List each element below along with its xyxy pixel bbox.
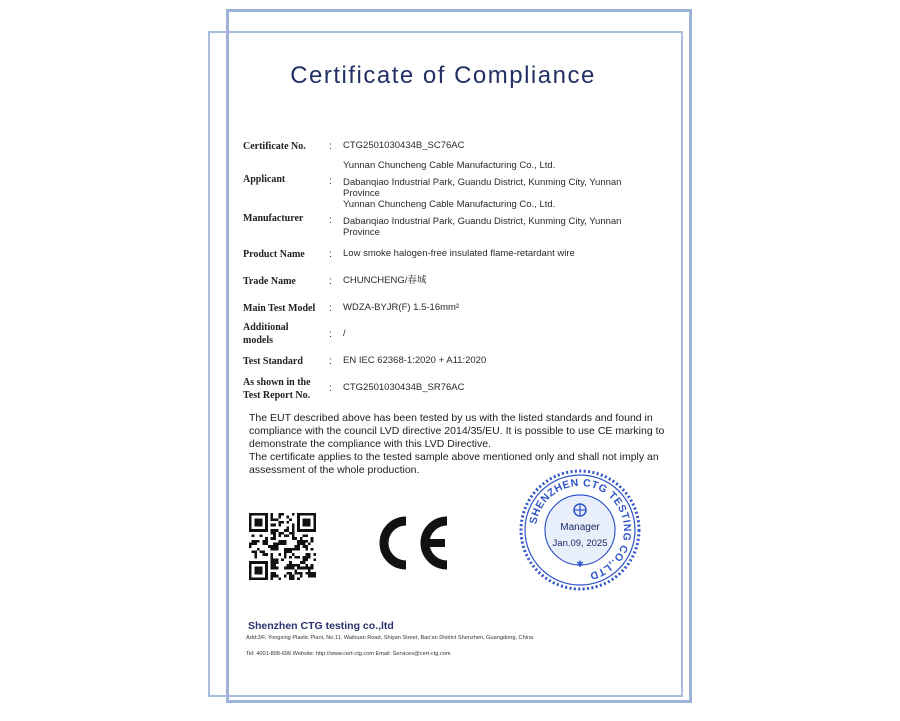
field-label: Certificate No. — [243, 141, 306, 152]
field-label-line2: Test Report No. — [243, 390, 311, 401]
statement-paragraph-2: The certificate applies to the tested sample above mentioned only and shall not imply an assessment of the whole production. — [249, 451, 659, 476]
field-value: CTG2501030434B_SR76AC — [343, 382, 465, 393]
qr-code-icon — [248, 513, 317, 580]
applicant-address-line1: Dabanqiao Industrial Park, Guandu District, Kunming City, Yunnan — [343, 176, 622, 188]
field-value: WDZA-BYJR(F) 1.5-16mm² — [343, 302, 460, 313]
field-label: Applicant — [243, 174, 286, 185]
field-value: / — [343, 328, 346, 339]
field-label-line2: models — [243, 335, 273, 346]
manufacturer-address-line1: Dabanqiao Industrial Park, Guandu District, Kunming City, Yunnan — [343, 215, 622, 227]
field-label-line1: Additional — [243, 322, 289, 333]
seal-ring-text: SHENZHEN CTG TESTING CO.,LTD — [527, 476, 634, 582]
footer-company-name: Shenzhen CTG testing co.,ltd — [248, 620, 394, 632]
manufacturer-address-line2: Province — [343, 227, 380, 238]
company-seal-icon — [518, 468, 642, 592]
footer-contact: Tel: 4001-898-696 Website: http://www.cert-ctg.com Email: Services@cert-ctg.com — [246, 651, 451, 657]
field-value: CTG2501030434B_SC76AC — [343, 140, 465, 151]
field-value: EN IEC 62368-1:2020 + A11:2020 — [343, 355, 487, 366]
field-value: Low smoke halogen-free insulated flame-retardant wire — [343, 248, 575, 259]
ce-mark — [371, 512, 453, 574]
field-label: Manufacturer — [243, 213, 304, 224]
seal-date: Jan.09, 2025 — [552, 538, 608, 549]
field-label: Product Name — [243, 249, 305, 260]
manufacturer-name: Yunnan Chuncheng Cable Manufacturing Co., Ltd. — [343, 199, 556, 210]
field-label: Main Test Model — [243, 303, 316, 314]
applicant-name: Yunnan Chuncheng Cable Manufacturing Co., Ltd. — [343, 160, 556, 171]
field-label-line1: As shown in the — [243, 377, 311, 388]
ce-mark-icon — [371, 512, 453, 574]
certificate-title: Certificate of Compliance — [290, 62, 596, 89]
statement-paragraph-1: The EUT described above has been tested by us with the listed standards and found in compliance with the council LVD directive 2014/35/EU. It is possible to use CE marking to demonstrate the compliance with this LVD Directive. — [249, 412, 665, 450]
field-label: Test Standard — [243, 356, 303, 367]
field-label: Trade Name — [243, 276, 296, 287]
applicant-address-line2: Province — [343, 188, 380, 199]
field-value: CHUNCHENG/春城 — [343, 275, 427, 286]
seal-signatory: Manager — [560, 522, 600, 533]
footer-address: Add:3/F, Yongxing Plastic Plant, No.11. Waihuan Road, Shiyan Street, Bao'an District Shenzhen, Guangdong, China — [246, 635, 534, 641]
svg-text:✱: ✱ — [576, 560, 584, 570]
